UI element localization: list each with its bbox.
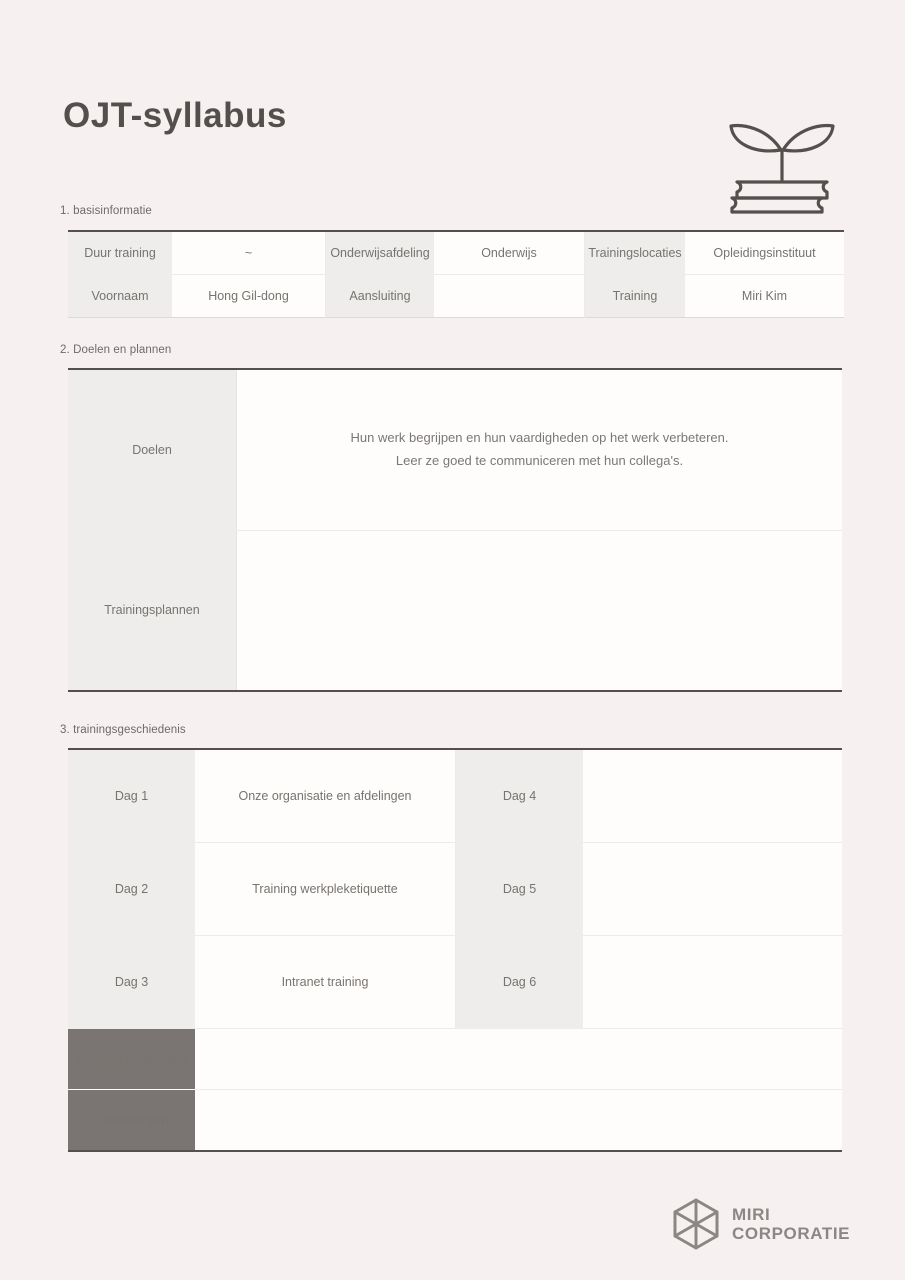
section-label-training-history: 3. trainingsgeschiedenis [60,724,186,736]
table-row [68,1029,842,1090]
table-row [68,749,842,843]
footer-brand [672,1198,850,1250]
document-header [63,96,843,226]
table-row [68,1090,842,1152]
cell-value-aansluiting[interactable] [434,275,585,318]
footer-brand-line-2: CORPORATIE [732,1224,851,1243]
cell-label-dag-6[interactable]: Dag 6 [456,936,584,1029]
table-row [68,843,842,936]
cell-value-opmerkingen[interactable] [195,1090,842,1152]
cell-label-dag-5[interactable]: Dag 5 [456,843,584,936]
cell-label-dag-3[interactable]: Dag 3 [68,936,195,1029]
sprout-on-books-icon [723,104,843,216]
table-row [68,936,842,1029]
doelen-line-2: Leer ze goed te communiceren met hun collega's. [395,452,684,468]
cell-label-voornaam[interactable]: Voornaam [68,275,172,318]
footer-brand-text [732,1205,850,1243]
cell-label-aansluiting[interactable]: Aansluiting [326,275,435,318]
training-history-table [68,748,842,1152]
cell-label-trainingsplannen[interactable]: Trainingsplannen [68,530,237,691]
cell-label-dag-4[interactable]: Dag 4 [456,749,584,843]
footer-brand-line-1: MIRI [732,1204,771,1224]
cell-value-dag-5[interactable] [583,843,842,936]
page-title: OJT-syllabus [63,96,287,135]
cell-value-trainingsplannen[interactable] [237,530,843,691]
cell-value-dag-1[interactable]: Onze organisatie en afdelingen [195,749,456,843]
hexagon-cube-logo-icon [672,1198,720,1250]
cell-value-doelen[interactable] [237,369,843,530]
table-row [68,275,844,318]
table-row [68,231,844,275]
section-label-basic-info: 1. basisinformatie [60,205,152,217]
cell-value-voornaam[interactable]: Hong Gil-dong [172,275,326,318]
goals-plans-table [68,368,842,692]
cell-value-dag-4[interactable] [583,749,842,843]
cell-value-houding-en-houding[interactable] [195,1029,842,1090]
cell-value-dag-3[interactable]: Intranet training [195,936,456,1029]
cell-value-dag-6[interactable] [583,936,842,1029]
cell-label-duur-training[interactable]: Duur training [68,231,172,275]
cell-label-dag-2[interactable]: Dag 2 [68,843,195,936]
table-row [68,369,842,530]
cell-value-trainingslocaties[interactable]: Opleidingsinstituut [685,231,844,275]
cell-label-doelen[interactable]: Doelen [68,369,237,530]
cell-label-dag-1[interactable]: Dag 1 [68,749,195,843]
cell-value-onderwijsafdeling[interactable]: Onderwijs [434,231,585,275]
cell-label-opmerkingen[interactable]: Opmerkingen [68,1090,195,1152]
basic-info-table [68,230,844,318]
cell-label-houding-en-houding[interactable]: Houding en houding [68,1029,195,1090]
cell-value-training[interactable]: Miri Kim [685,275,844,318]
cell-label-training[interactable]: Training [585,275,686,318]
cell-label-onderwijsafdeling[interactable]: Onderwijsafdeling [326,231,435,275]
cell-label-trainingslocaties[interactable]: Trainingslocaties [585,231,686,275]
cell-value-dag-2[interactable]: Training werkpleketiquette [195,843,456,936]
section-label-goals-plans: 2. Doelen en plannen [60,344,172,356]
doelen-line-1: Hun werk begrijpen en hun vaardigheden op het werk verbeteren. [350,430,729,445]
cell-value-duur-training[interactable]: ~ [172,231,326,275]
table-row [68,530,842,691]
